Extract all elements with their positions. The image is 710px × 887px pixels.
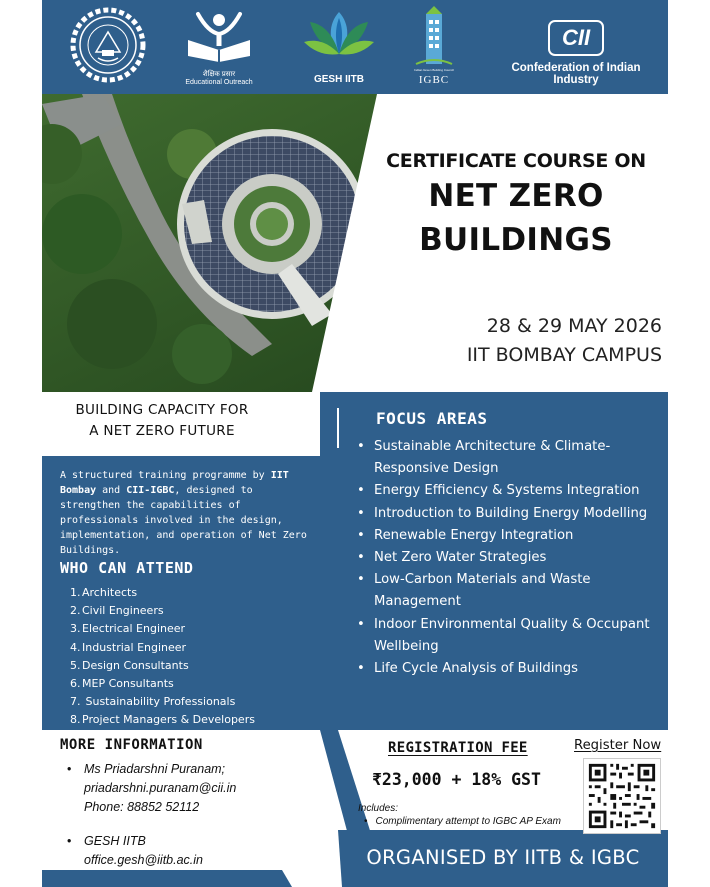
list-item xyxy=(354,436,664,480)
list-item xyxy=(354,614,664,658)
poster xyxy=(42,0,668,887)
cii-mark: CII xyxy=(548,20,604,56)
gesh-logo xyxy=(300,8,378,88)
item-label: Industrial Engineer xyxy=(82,640,187,654)
bullet-icon: • xyxy=(67,762,72,776)
contact-name: GESH IITB xyxy=(84,834,146,848)
bullet-icon: • xyxy=(67,834,72,848)
lotus-icon xyxy=(300,8,378,70)
header-band xyxy=(42,0,668,94)
edu-outreach-label: Educational Outreach xyxy=(185,79,253,86)
intro-part1: A structured training programme by xyxy=(60,470,271,481)
vertical-divider xyxy=(337,408,339,448)
item-number: 5. xyxy=(70,658,81,672)
item-label: MEP Consultants xyxy=(82,677,174,691)
list-item xyxy=(354,480,664,502)
item-number: 6. xyxy=(70,677,81,691)
educational-outreach-logo xyxy=(178,10,260,86)
edu-outreach-hindi: शैक्षिक प्रसार xyxy=(202,71,236,78)
bullet-icon: • xyxy=(357,483,365,499)
registration-fee-amount: ₹23,000 + 18% GST xyxy=(372,770,541,789)
item-label: Design Consultants xyxy=(82,658,189,672)
bullet-icon: • xyxy=(357,527,365,543)
event-venue: IIT BOMBAY CAMPUS xyxy=(466,344,662,366)
list-item xyxy=(70,602,255,620)
qr-code-icon[interactable] xyxy=(583,758,661,834)
list-item xyxy=(354,503,664,525)
title-line3: BUILDINGS xyxy=(419,222,613,258)
organised-by-footer: ORGANISED BY IITB & IGBC xyxy=(366,846,640,869)
bullet-icon: • xyxy=(357,505,365,521)
focus-areas-panel xyxy=(320,392,668,730)
list-item xyxy=(70,620,255,638)
item-label: Indoor Environmental Quality & Occupant Wellbeing xyxy=(374,616,650,654)
cii-logo xyxy=(488,18,664,86)
list-item xyxy=(70,693,255,711)
includes-label: Includes: xyxy=(358,803,399,814)
igbc-small-label: Indian Green Building Council xyxy=(414,68,454,72)
item-number: 7. xyxy=(70,695,81,709)
focus-areas-title: FOCUS AREAS xyxy=(376,409,488,428)
more-information-title: MORE INFORMATION xyxy=(60,737,203,753)
intro-part2: , designed to strengthen the capabilities of professionals involved in the design, implementation, and operation of Net Zero Buildings. xyxy=(60,485,307,556)
bullet-icon: • xyxy=(357,661,365,677)
intro-text xyxy=(60,468,316,558)
list-item xyxy=(70,675,255,693)
iitb-logo xyxy=(68,6,148,84)
item-label: Net Zero Water Strategies xyxy=(374,550,547,566)
list-item xyxy=(354,658,664,680)
item-label: Sustainability Professionals xyxy=(82,695,236,709)
bullet-icon: • xyxy=(357,439,365,454)
item-label: Renewable Energy Integration xyxy=(374,527,574,543)
contact-gesh xyxy=(64,832,304,870)
who-can-attend-list xyxy=(70,584,255,730)
capacity-line1: BUILDING CAPACITY FOR xyxy=(75,402,249,418)
who-can-attend-title: WHO CAN ATTEND xyxy=(60,559,194,577)
gesh-label: GESH IITB xyxy=(313,74,364,85)
item-label: Architects xyxy=(82,586,138,599)
left-info-panel xyxy=(42,456,320,730)
item-number: 8. xyxy=(70,713,81,727)
intro-org2: CII-IGBC xyxy=(126,485,175,496)
item-number: 1. xyxy=(70,586,81,599)
list-item xyxy=(70,584,255,602)
item-number: 3. xyxy=(70,622,81,636)
list-item xyxy=(70,711,255,729)
event-details xyxy=(412,312,662,370)
title-line1: CERTIFICATE COURSE ON xyxy=(386,150,646,172)
item-label: Life Cycle Analysis of Buildings xyxy=(374,661,578,677)
title-line2: NET ZERO xyxy=(428,178,604,214)
contact-email[interactable]: priadarshni.puranam@cii.in xyxy=(84,781,237,795)
registration-fee-title: REGISTRATION FEE xyxy=(388,740,528,756)
item-number: 4. xyxy=(70,640,81,654)
igbc-label: IGBC xyxy=(418,74,450,86)
contact-email[interactable]: office.gesh@iitb.ac.in xyxy=(84,853,204,867)
includes-item xyxy=(364,816,561,827)
igbc-building-icon xyxy=(412,6,456,68)
contact-priadarshni xyxy=(64,760,304,817)
focus-areas-list xyxy=(354,436,664,680)
list-item xyxy=(354,547,664,569)
course-title xyxy=(364,150,668,260)
list-item xyxy=(354,525,664,547)
item-label: Civil Engineers xyxy=(82,604,164,618)
intro-and: and xyxy=(96,485,127,496)
register-now-link[interactable]: Register Now xyxy=(574,738,662,753)
list-item xyxy=(70,657,255,675)
contact-name: Ms Priadarshni Puranam; xyxy=(84,762,226,776)
includes-item-text: Complimentary attempt to IGBC AP Exam xyxy=(375,816,561,827)
event-date: 28 & 29 MAY 2026 xyxy=(486,315,662,337)
cii-name: Confederation of Indian Industry xyxy=(511,62,641,86)
bullet-icon: • xyxy=(357,572,365,588)
igbc-logo xyxy=(412,6,456,90)
item-label: Sustainable Architecture & Climate-Responsive Design xyxy=(374,439,611,477)
item-number: 2. xyxy=(70,604,81,618)
item-label: Introduction to Building Energy Modelling xyxy=(374,505,648,521)
bullet-icon: • xyxy=(357,616,365,632)
list-item xyxy=(70,639,255,657)
iitb-seal-icon xyxy=(68,6,148,84)
bullet-icon: • xyxy=(364,816,368,827)
outreach-figure-icon xyxy=(178,10,260,62)
list-item xyxy=(354,569,664,613)
item-label: Energy Efficiency & Systems Integration xyxy=(374,483,640,499)
capacity-heading xyxy=(42,400,282,442)
item-label: Electrical Engineer xyxy=(82,622,186,636)
intro-org1: IIT Bombay xyxy=(60,470,289,496)
bullet-icon: • xyxy=(357,550,365,566)
contact-phone: Phone: 88852 52112 xyxy=(84,800,200,814)
item-label: Low-Carbon Materials and Waste Management xyxy=(374,572,591,610)
capacity-line2: A NET ZERO FUTURE xyxy=(89,423,235,439)
item-label: Project Managers & Developers xyxy=(82,713,255,727)
